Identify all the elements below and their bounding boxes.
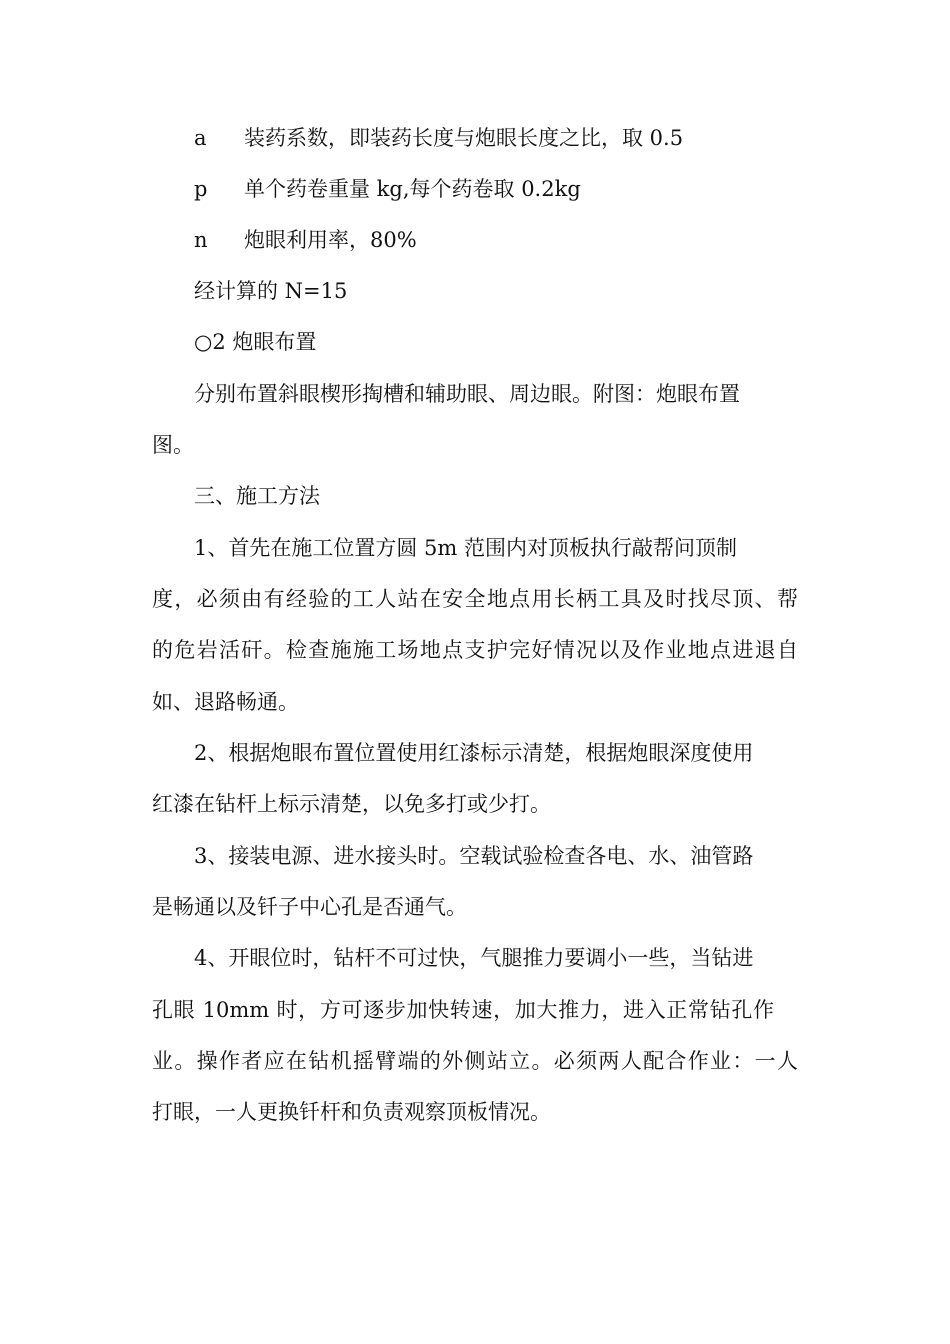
paragraph-line: 分别布置斜眼楔形掏槽和辅助眼、周边眼。附图：炮眼布置 xyxy=(194,382,740,406)
step-4-line: 4、开眼位时，钻杆不可过快，气腿推力要调小一些，当钻进 xyxy=(194,946,754,970)
variable-description: 炮眼利用率，80% xyxy=(244,228,417,252)
variable-row-a xyxy=(194,124,683,152)
step-1-line: 如、退路畅通。 xyxy=(152,690,299,714)
variable-description: 单个药卷重量 kg,每个药卷取 0.2kg xyxy=(244,177,581,201)
variable-symbol: a xyxy=(194,126,207,150)
step-2-line: 2、根据炮眼布置位置使用红漆标示清楚，根据炮眼深度使用 xyxy=(194,741,754,765)
step-3-line: 3、接装电源、进水接头时。空载试验检查各电、水、油管路 xyxy=(194,844,754,868)
variable-symbol: p xyxy=(194,177,208,201)
variable-row-p xyxy=(194,175,581,203)
variable-symbol: n xyxy=(194,228,208,252)
step-4-line: 孔眼 10mm 时，方可逐步加快转速，加大推力，进入正常钻孔作 xyxy=(152,998,774,1022)
calc-result: 经计算的 N=15 xyxy=(194,279,348,303)
step-4-line: 打眼，一人更换钎杆和负责观察顶板情况。 xyxy=(152,1100,551,1124)
variable-row-n xyxy=(194,226,417,254)
step-4-line: 业。操作者应在钻机摇臂端的外侧站立。必须两人配合作业：一人 xyxy=(152,1049,798,1073)
step-1-line: 1、首先在施工位置方圆 5m 范围内对顶板执行敲帮问顶制 xyxy=(194,536,737,560)
step-1-line: 度，必须由有经验的工人站在安全地点用长柄工具及时找尽顶、帮 xyxy=(152,587,798,611)
section-heading: ○2 炮眼布置 xyxy=(194,330,317,354)
paragraph-line: 图。 xyxy=(152,433,194,457)
chapter-heading: 三、施工方法 xyxy=(194,484,320,508)
step-3-line: 是畅通以及钎子中心孔是否通气。 xyxy=(152,895,467,919)
variable-description: 装药系数，即装药长度与炮眼长度之比，取 0.5 xyxy=(244,126,684,150)
step-2-line: 红漆在钻杆上标示清楚，以免多打或少打。 xyxy=(152,792,551,816)
step-1-line: 的危岩活矸。检查施施工场地点支护完好情况以及作业地点进退自 xyxy=(152,638,798,662)
